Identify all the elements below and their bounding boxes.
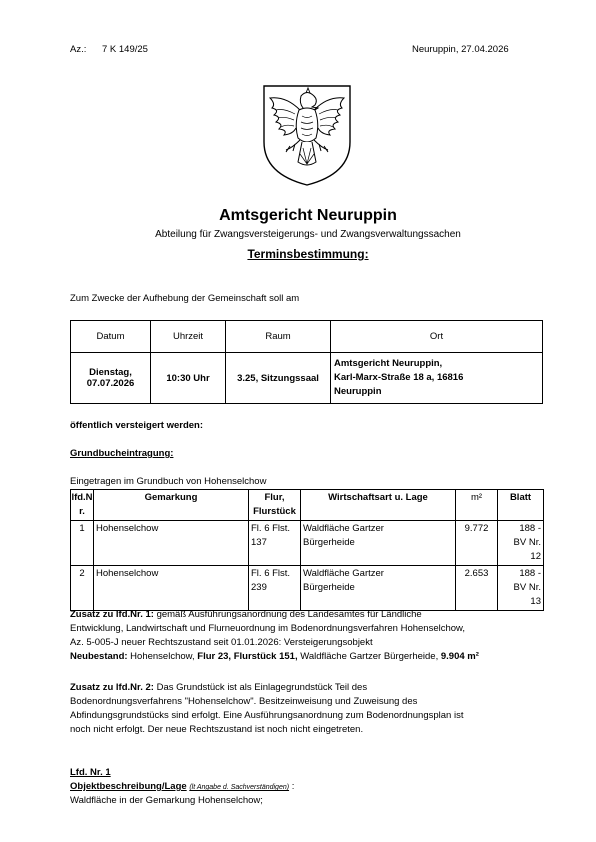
zusatz-2-line3: Abfindungsgrundstücks sind erfolgt. Eine Ausführungsanordnung zum Bodenordnungsplan ist bbox=[70, 710, 464, 721]
row2-wirt-line2: Bürgerheide bbox=[303, 582, 355, 593]
date-value: 07.07.2026 bbox=[86, 378, 135, 389]
header-uhrzeit: Uhrzeit bbox=[151, 321, 226, 353]
col-flur-line1: Flur, bbox=[264, 492, 285, 503]
termin-ort bbox=[331, 353, 543, 404]
header-raum: Raum bbox=[226, 321, 331, 353]
ort-line-2: Karl-Marx-Straße 18 a, 16816 bbox=[334, 372, 464, 383]
row2-blatt-line2: BV Nr. bbox=[513, 582, 541, 593]
row1-wirtschaftsart bbox=[301, 521, 456, 566]
zusatz-2-label: Zusatz zu lfd.Nr. 2: bbox=[70, 682, 154, 693]
row2-wirtschaftsart bbox=[301, 566, 456, 611]
col-lfdnr-line1: lfd.N bbox=[71, 492, 93, 503]
objekt-colon: : bbox=[291, 781, 295, 792]
row1-blatt-line2: BV Nr. bbox=[513, 537, 541, 548]
col-lfdnr-line2: r. bbox=[79, 506, 85, 517]
grundbuch-table bbox=[70, 489, 544, 611]
neubestand-label: Neubestand: bbox=[70, 651, 128, 662]
neubestand-c: Waldfläche Gartzer Bürgerheide, bbox=[297, 651, 441, 662]
termin-table bbox=[70, 320, 543, 404]
col-wirtschaftsart: Wirtschaftsart u. Lage bbox=[301, 490, 456, 521]
place-date: Neuruppin, 27.04.2026 bbox=[412, 44, 509, 55]
zusatz-2-line2: Bodenordnungsverfahrens "Hohenselchow". Besitzeinweisung und Zuweisung des bbox=[70, 696, 418, 707]
row1-wirt-line2: Bürgerheide bbox=[303, 537, 355, 548]
objekt-heading: Objektbeschreibung/Lage bbox=[70, 781, 187, 792]
court-department: Abteilung für Zwangsversteigerungs- und Zwangsverwaltungssachen bbox=[155, 229, 461, 240]
zusatz-2-line1: Das Grundstück ist als Einlagegrundstück Teil des bbox=[153, 682, 368, 693]
grundbuch-eingetragen: Eingetragen im Grundbuch von Hohenselchow bbox=[70, 476, 267, 487]
aktenzeichen-label: Az.: bbox=[70, 44, 87, 55]
row1-flur-line1: Fl. 6 Flst. bbox=[251, 523, 291, 534]
header-ort: Ort bbox=[331, 321, 543, 353]
row1-gemarkung: Hohenselchow bbox=[94, 521, 249, 566]
objekt-description: Waldfläche in der Gemarkung Hohenselchow; bbox=[70, 795, 263, 806]
row1-m2: 9.772 bbox=[456, 521, 498, 566]
document-title: Terminsbestimmung: bbox=[247, 247, 369, 261]
neubestand-a: Hohenselchow, bbox=[127, 651, 198, 662]
table-row bbox=[71, 566, 544, 611]
zusatz-2 bbox=[70, 681, 550, 737]
versteigert-text: öffentlich versteigert werden: bbox=[70, 420, 204, 431]
grundbuch-heading: Grundbucheintragung: bbox=[70, 448, 174, 459]
zusatz-1-line2: Entwicklung, Landwirtschaft und Flurneuordnung im Bodenordnungsverfahren Hohenselchow, bbox=[70, 623, 466, 634]
objekt-heading-line bbox=[70, 781, 294, 792]
row2-wirt-line1: Waldfläche Gartzer bbox=[303, 568, 384, 579]
row1-blatt-line1: 188 - bbox=[519, 523, 541, 534]
row1-wirt-line1: Waldfläche Gartzer bbox=[303, 523, 384, 534]
ort-line-3: Neuruppin bbox=[334, 386, 382, 397]
objekt-lfd-nr: Lfd. Nr. 1 bbox=[70, 767, 111, 778]
col-lfdnr bbox=[71, 490, 94, 521]
termin-room: 3.25, Sitzungssaal bbox=[226, 353, 331, 404]
objekt-note: (lt Angabe d. Sachverständigen) bbox=[189, 784, 290, 791]
row2-nr: 2 bbox=[71, 566, 94, 611]
row1-flur-line2: 137 bbox=[251, 537, 267, 548]
row2-flur-line2: 239 bbox=[251, 582, 267, 593]
col-flur bbox=[249, 490, 301, 521]
eagle-coat-of-arms-icon bbox=[262, 84, 352, 187]
col-flur-line2: Flurstück bbox=[253, 506, 296, 517]
row1-nr: 1 bbox=[71, 521, 94, 566]
row2-blatt bbox=[498, 566, 544, 611]
row2-flur bbox=[249, 566, 301, 611]
row2-flur-line1: Fl. 6 Flst. bbox=[251, 568, 291, 579]
col-blatt: Blatt bbox=[498, 490, 544, 521]
intro-text: Zum Zwecke der Aufhebung der Gemeinschaft soll am bbox=[70, 293, 300, 304]
row2-blatt-line1: 188 - bbox=[519, 568, 541, 579]
row2-m2: 2.653 bbox=[456, 566, 498, 611]
ort-line-1: Amtsgericht Neuruppin, bbox=[334, 358, 443, 369]
termin-date bbox=[71, 353, 151, 404]
date-weekday: Dienstag, bbox=[89, 367, 132, 378]
zusatz-1 bbox=[70, 608, 550, 664]
court-name: Amtsgericht Neuruppin bbox=[219, 207, 397, 224]
zusatz-1-line3: Az. 5-005-J neuer Rechtszustand seit 01.01.2026: Versteigerungsobjekt bbox=[70, 637, 373, 648]
zusatz-1-line1: gemäß Ausführungsanordnung des Landesamtes für Ländliche bbox=[153, 609, 422, 620]
neubestand-d: 9.904 m² bbox=[440, 651, 479, 662]
row2-blatt-line3: 13 bbox=[530, 596, 541, 607]
aktenzeichen-value: 7 K 149/25 bbox=[102, 44, 148, 55]
zusatz-2-line4: noch nicht erfolgt. Der neue Rechtszustand ist noch nicht eingetreten. bbox=[70, 724, 364, 735]
zusatz-1-label: Zusatz zu lfd.Nr. 1: bbox=[70, 609, 154, 620]
table-row bbox=[71, 521, 544, 566]
row1-flur bbox=[249, 521, 301, 566]
row1-blatt-line3: 12 bbox=[530, 551, 541, 562]
row2-gemarkung: Hohenselchow bbox=[94, 566, 249, 611]
col-m2: m² bbox=[456, 490, 498, 521]
neubestand-b: Flur 23, Flurstück 151, bbox=[197, 651, 298, 662]
col-gemarkung: Gemarkung bbox=[94, 490, 249, 521]
header-datum: Datum bbox=[71, 321, 151, 353]
termin-time: 10:30 Uhr bbox=[151, 353, 226, 404]
row1-blatt bbox=[498, 521, 544, 566]
